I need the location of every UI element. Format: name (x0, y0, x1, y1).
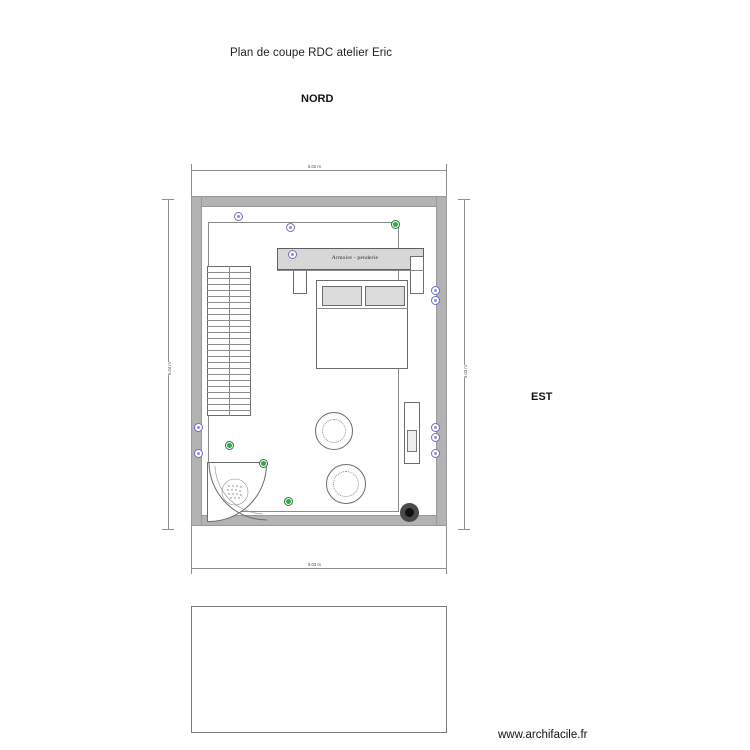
dimension-extension (191, 176, 192, 196)
wardrobe-front-edge (277, 270, 424, 271)
tall-cabinet-door[interactable] (407, 430, 417, 452)
stair-stringer (229, 266, 230, 416)
wardrobe-label: Armoire - penderie (331, 255, 379, 261)
dimension-line-top-outer (191, 170, 447, 171)
dimension-label-left-outer: 6.04 m (167, 362, 172, 375)
bed-pillow-left[interactable] (322, 286, 362, 306)
dimension-tick (162, 199, 174, 200)
page-title: Plan de coupe RDC atelier Eric (230, 47, 393, 59)
legend-box[interactable] (191, 606, 447, 733)
dimension-label-bottom-outer: 5.03 m (308, 562, 321, 567)
orientation-east-label: EST (531, 391, 553, 403)
socket-icon[interactable] (431, 296, 440, 305)
socket-icon[interactable] (234, 212, 243, 221)
socket-icon[interactable] (286, 223, 295, 232)
dimension-tick (458, 529, 470, 530)
socket-icon[interactable] (288, 250, 297, 259)
light-point-icon[interactable] (284, 497, 293, 506)
wardrobe-door-right[interactable] (410, 256, 424, 294)
socket-icon[interactable] (431, 449, 440, 458)
orientation-north-label: NORD (301, 93, 334, 105)
shower-tray-icon (205, 460, 269, 524)
wardrobe-side-panel[interactable] (293, 270, 307, 294)
socket-icon[interactable] (431, 433, 440, 442)
dimension-line-bottom-outer (191, 568, 447, 569)
wall-east[interactable] (436, 196, 447, 526)
dimension-tick (458, 199, 470, 200)
light-point-icon[interactable] (225, 441, 234, 450)
bed-duvet-edge (316, 308, 408, 309)
socket-icon[interactable] (194, 423, 203, 432)
wall-north[interactable] (191, 196, 447, 207)
socket-icon[interactable] (194, 449, 203, 458)
round-table-lower-inner (333, 471, 359, 497)
dimension-label-right-outer: 5.03 m (463, 365, 468, 378)
wall-west[interactable] (191, 196, 202, 526)
socket-icon[interactable] (431, 423, 440, 432)
guide-line-top (208, 222, 398, 223)
dimension-extension (191, 526, 192, 568)
dimension-extension (446, 526, 447, 568)
floor-fixture-center (405, 508, 414, 517)
round-table-upper-inner (322, 419, 346, 443)
dimension-tick (446, 164, 447, 176)
bed-pillow-right[interactable] (365, 286, 405, 306)
socket-icon[interactable] (431, 286, 440, 295)
footer-watermark: www.archifacile.fr (498, 729, 588, 741)
dimension-extension (446, 176, 447, 196)
light-point-icon[interactable] (391, 220, 400, 229)
light-point-icon[interactable] (259, 459, 268, 468)
dimension-label-top-outer: 5.02 m (308, 164, 321, 169)
dimension-tick (162, 529, 174, 530)
dimension-tick (191, 164, 192, 176)
